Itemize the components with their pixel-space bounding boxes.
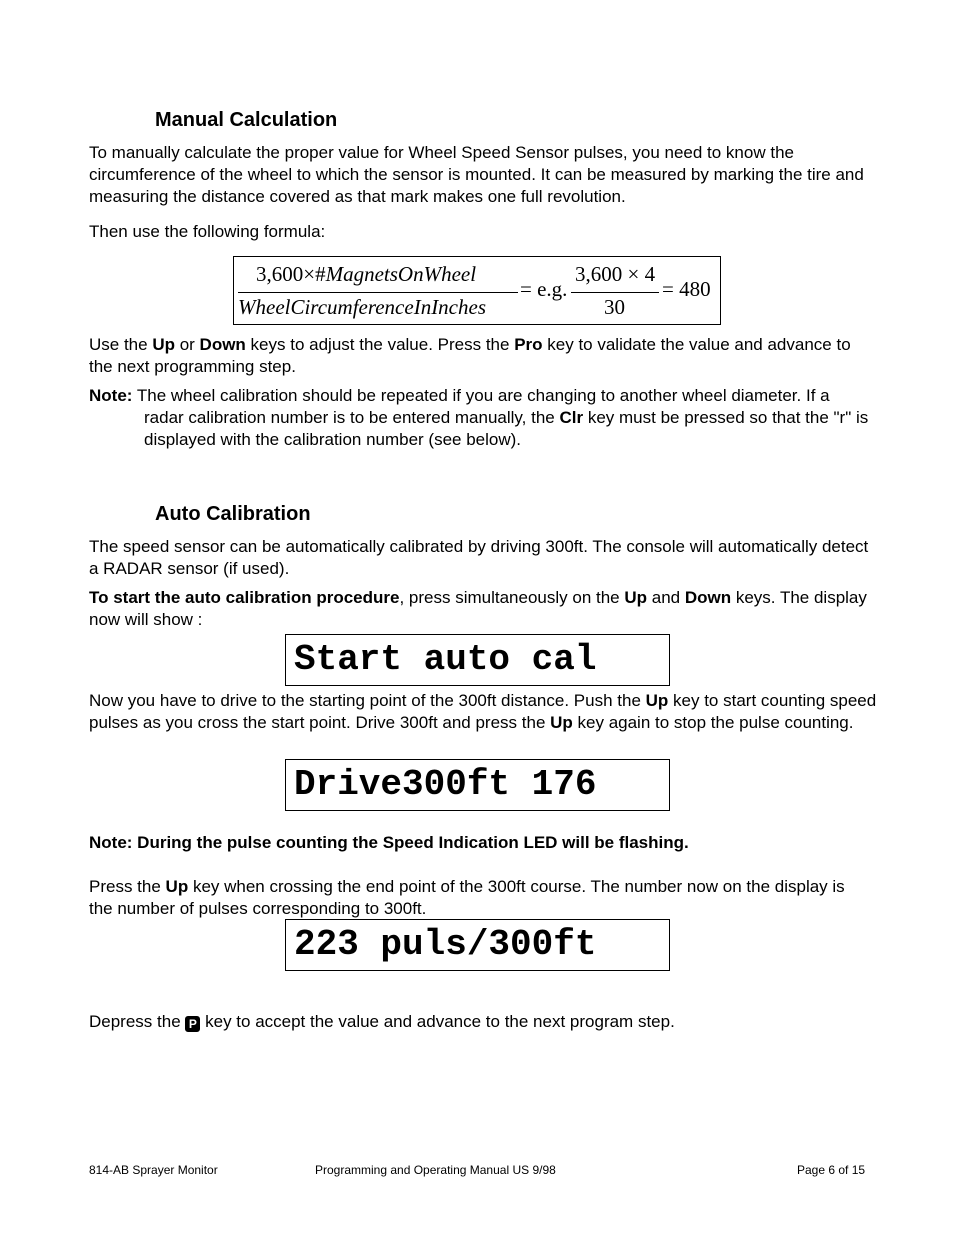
footer-page-number: Page 6 of 15 <box>797 1163 866 1177</box>
accept-instructions: Depress the P key to accept the value and advance to the next program step. <box>89 1012 675 1031</box>
adjust-instructions: Use the Up or Down keys to adjust the value. Press the Pro key to validate the value and advance to the next programming step. <box>89 335 851 376</box>
display-start-auto-cal: Start auto cal <box>285 634 670 686</box>
formula-intro: Then use the following formula: <box>89 222 326 241</box>
drive-instructions: Now you have to drive to the starting point of the 300ft distance. Push the Up key to start counting speed pulses as you cross the start point. Drive 300ft and press the Up key again to stop the pulse counting. <box>89 691 877 732</box>
formula-num-right: 3,600 × 4 <box>575 262 656 286</box>
heading-manual-calculation: Manual Calculation <box>155 109 338 131</box>
end-point-instructions: Press the Up key when crossing the end point of the 300ft course. The number now on the display is the number of pulses corresponding to 300ft. <box>89 877 845 918</box>
program-key-icon: P <box>185 1016 200 1032</box>
heading-auto-calibration: Auto Calibration <box>155 503 311 525</box>
fraction-bar-right <box>571 292 659 293</box>
formula-num-left: 3,600×#MagnetsOnWheel <box>256 262 477 286</box>
footer-manual-title: Programming and Operating Manual US 9/98 <box>315 1163 556 1177</box>
formula-den-left: WheelCircumferenceInInches <box>238 295 487 319</box>
formula-box <box>233 256 721 325</box>
footer-product: 814-AB Sprayer Monitor <box>89 1163 218 1177</box>
formula-result: = 480 <box>662 277 711 301</box>
auto-calibration-intro: The speed sensor can be automatically calibrated by driving 300ft. The console will automatically detect a RADAR sensor (if used). <box>89 537 869 578</box>
auto-cal-start-instructions: To start the auto calibration procedure, press simultaneously on the Up and Down keys. The display now will show : <box>89 588 867 629</box>
wheel-calibration-note: Note: The wheel calibration should be repeated if you are changing to another wheel diameter. If a radar calibration number is to be entered manually, the Clr key must be pressed so that the "r" is displayed with the calibration number (see below). <box>89 386 869 449</box>
display-drive-300ft: Drive300ft 176 <box>285 759 670 811</box>
manual-calc-intro: To manually calculate the proper value for Wheel Speed Sensor pulses, you need to know the circumference of the wheel to which the sensor is mounted. It can be measured by marking the tire and measuring the distance covered as that mark makes one full revolution. <box>89 143 864 206</box>
formula-den-right: 30 <box>604 295 625 319</box>
formula-eg: = e.g. <box>520 277 568 301</box>
pulse-counting-note: Note: During the pulse counting the Speed Indication LED will be flashing. <box>89 833 689 852</box>
fraction-bar-left <box>238 292 518 293</box>
display-pulses-300ft: 223 puls/300ft <box>285 919 670 971</box>
